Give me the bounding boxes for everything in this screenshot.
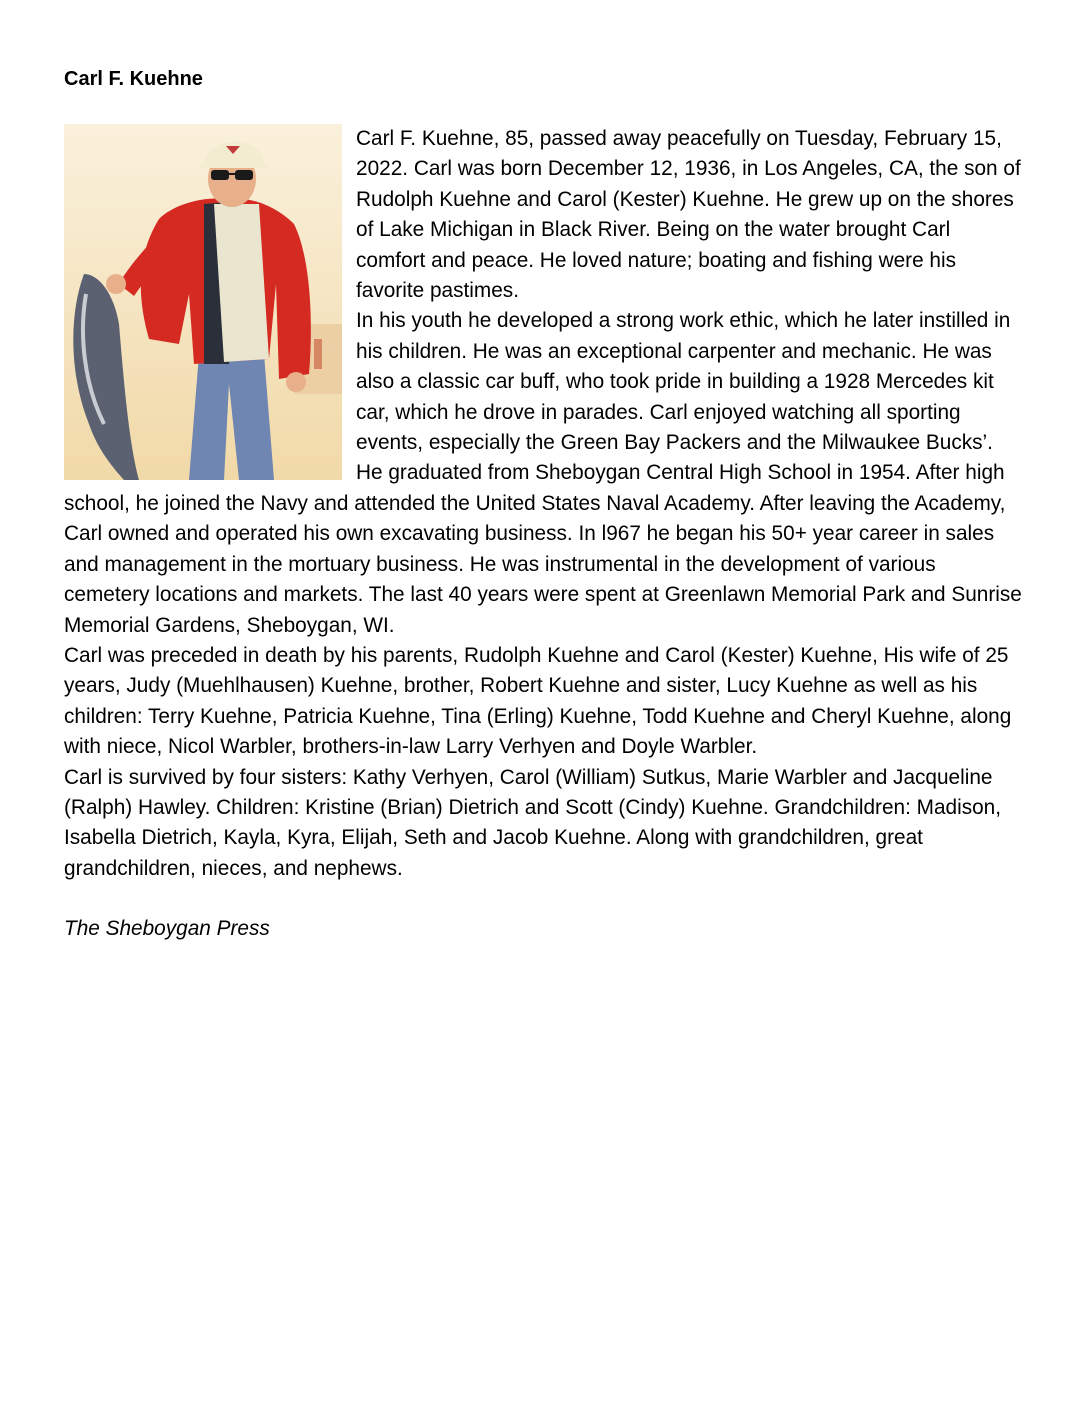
- publication-source: The Sheboygan Press: [64, 917, 270, 941]
- paragraph-preceded: Carl was preceded in death by his parents, Rudolph Kuehne and Carol (Kester) Kuehne, His wife of 25 years, Judy (Muehlhausen) Kuehne, brother, Robert Kuehne and sister, Lucy Kuehne as well as his children: Terry Kuehne, Patricia Kuehne, Tina (Erling) Kuehne, Todd Kuehne and Cheryl Kuehne, along with niece, Nicol Warbler, brothers-in-law Larry Verhyen and Doyle Warbler.: [64, 643, 1012, 759]
- paragraph-youth: In his youth he developed a strong work ethic, which he later instilled in his children. He was an exceptional carpenter and mechanic. He was also a classic car buff, who took pride in building a 1928 Mercedes kit car, which he drove in parades. Carl enjoyed watching all sporting events, especially the Green Bay Packers and the Milwaukee Bucks’.: [356, 309, 1011, 455]
- portrait-photo: [64, 124, 342, 480]
- paragraph-career: He graduated from Sheboygan Central High School in 1954. After high school, he joined the Navy and attended the United States Naval Academy. After leaving the Academy, Carl owned and operated his own excavating business. In l967 he began his 50+ year career in sales and management in the mortuary business. He was instrumental in the development of various cemetery locations and markets. The last 40 years were spent at Greenlawn Memorial Park and Sunrise Memorial Gardens, Sheboygan, WI.: [64, 461, 1022, 637]
- obituary-page: [64, 64, 1024, 945]
- paragraph-intro: Carl F. Kuehne, 85, passed away peacefully on Tuesday, February 15, 2022. Carl was born December 12, 1936, in Los Angeles, CA, the son of Rudolph Kuehne and Carol (Kester) Kuehne. He grew up on the shores of Lake Michigan in Black River. Being on the water brought Carl comfort and peace. He loved nature; boating and fishing were his favorite pastimes.: [356, 127, 1021, 303]
- obituary-body: [64, 124, 1024, 884]
- page-title: Carl F. Kuehne: [64, 68, 203, 90]
- portrait-illustration: [64, 124, 342, 480]
- paragraph-survived: Carl is survived by four sisters: Kathy Verhyen, Carol (William) Sutkus, Marie Warbler and Jacqueline (Ralph) Hawley. Children: Kristine (Brian) Dietrich and Scott (Cindy) Kuehne. Grandchildren: Madison, Isabella Dietrich, Kayla, Kyra, Elijah, Seth and Jacob Kuehne. Along with grandchildren, great grandchildren, nieces, and nephews.: [64, 765, 1002, 880]
